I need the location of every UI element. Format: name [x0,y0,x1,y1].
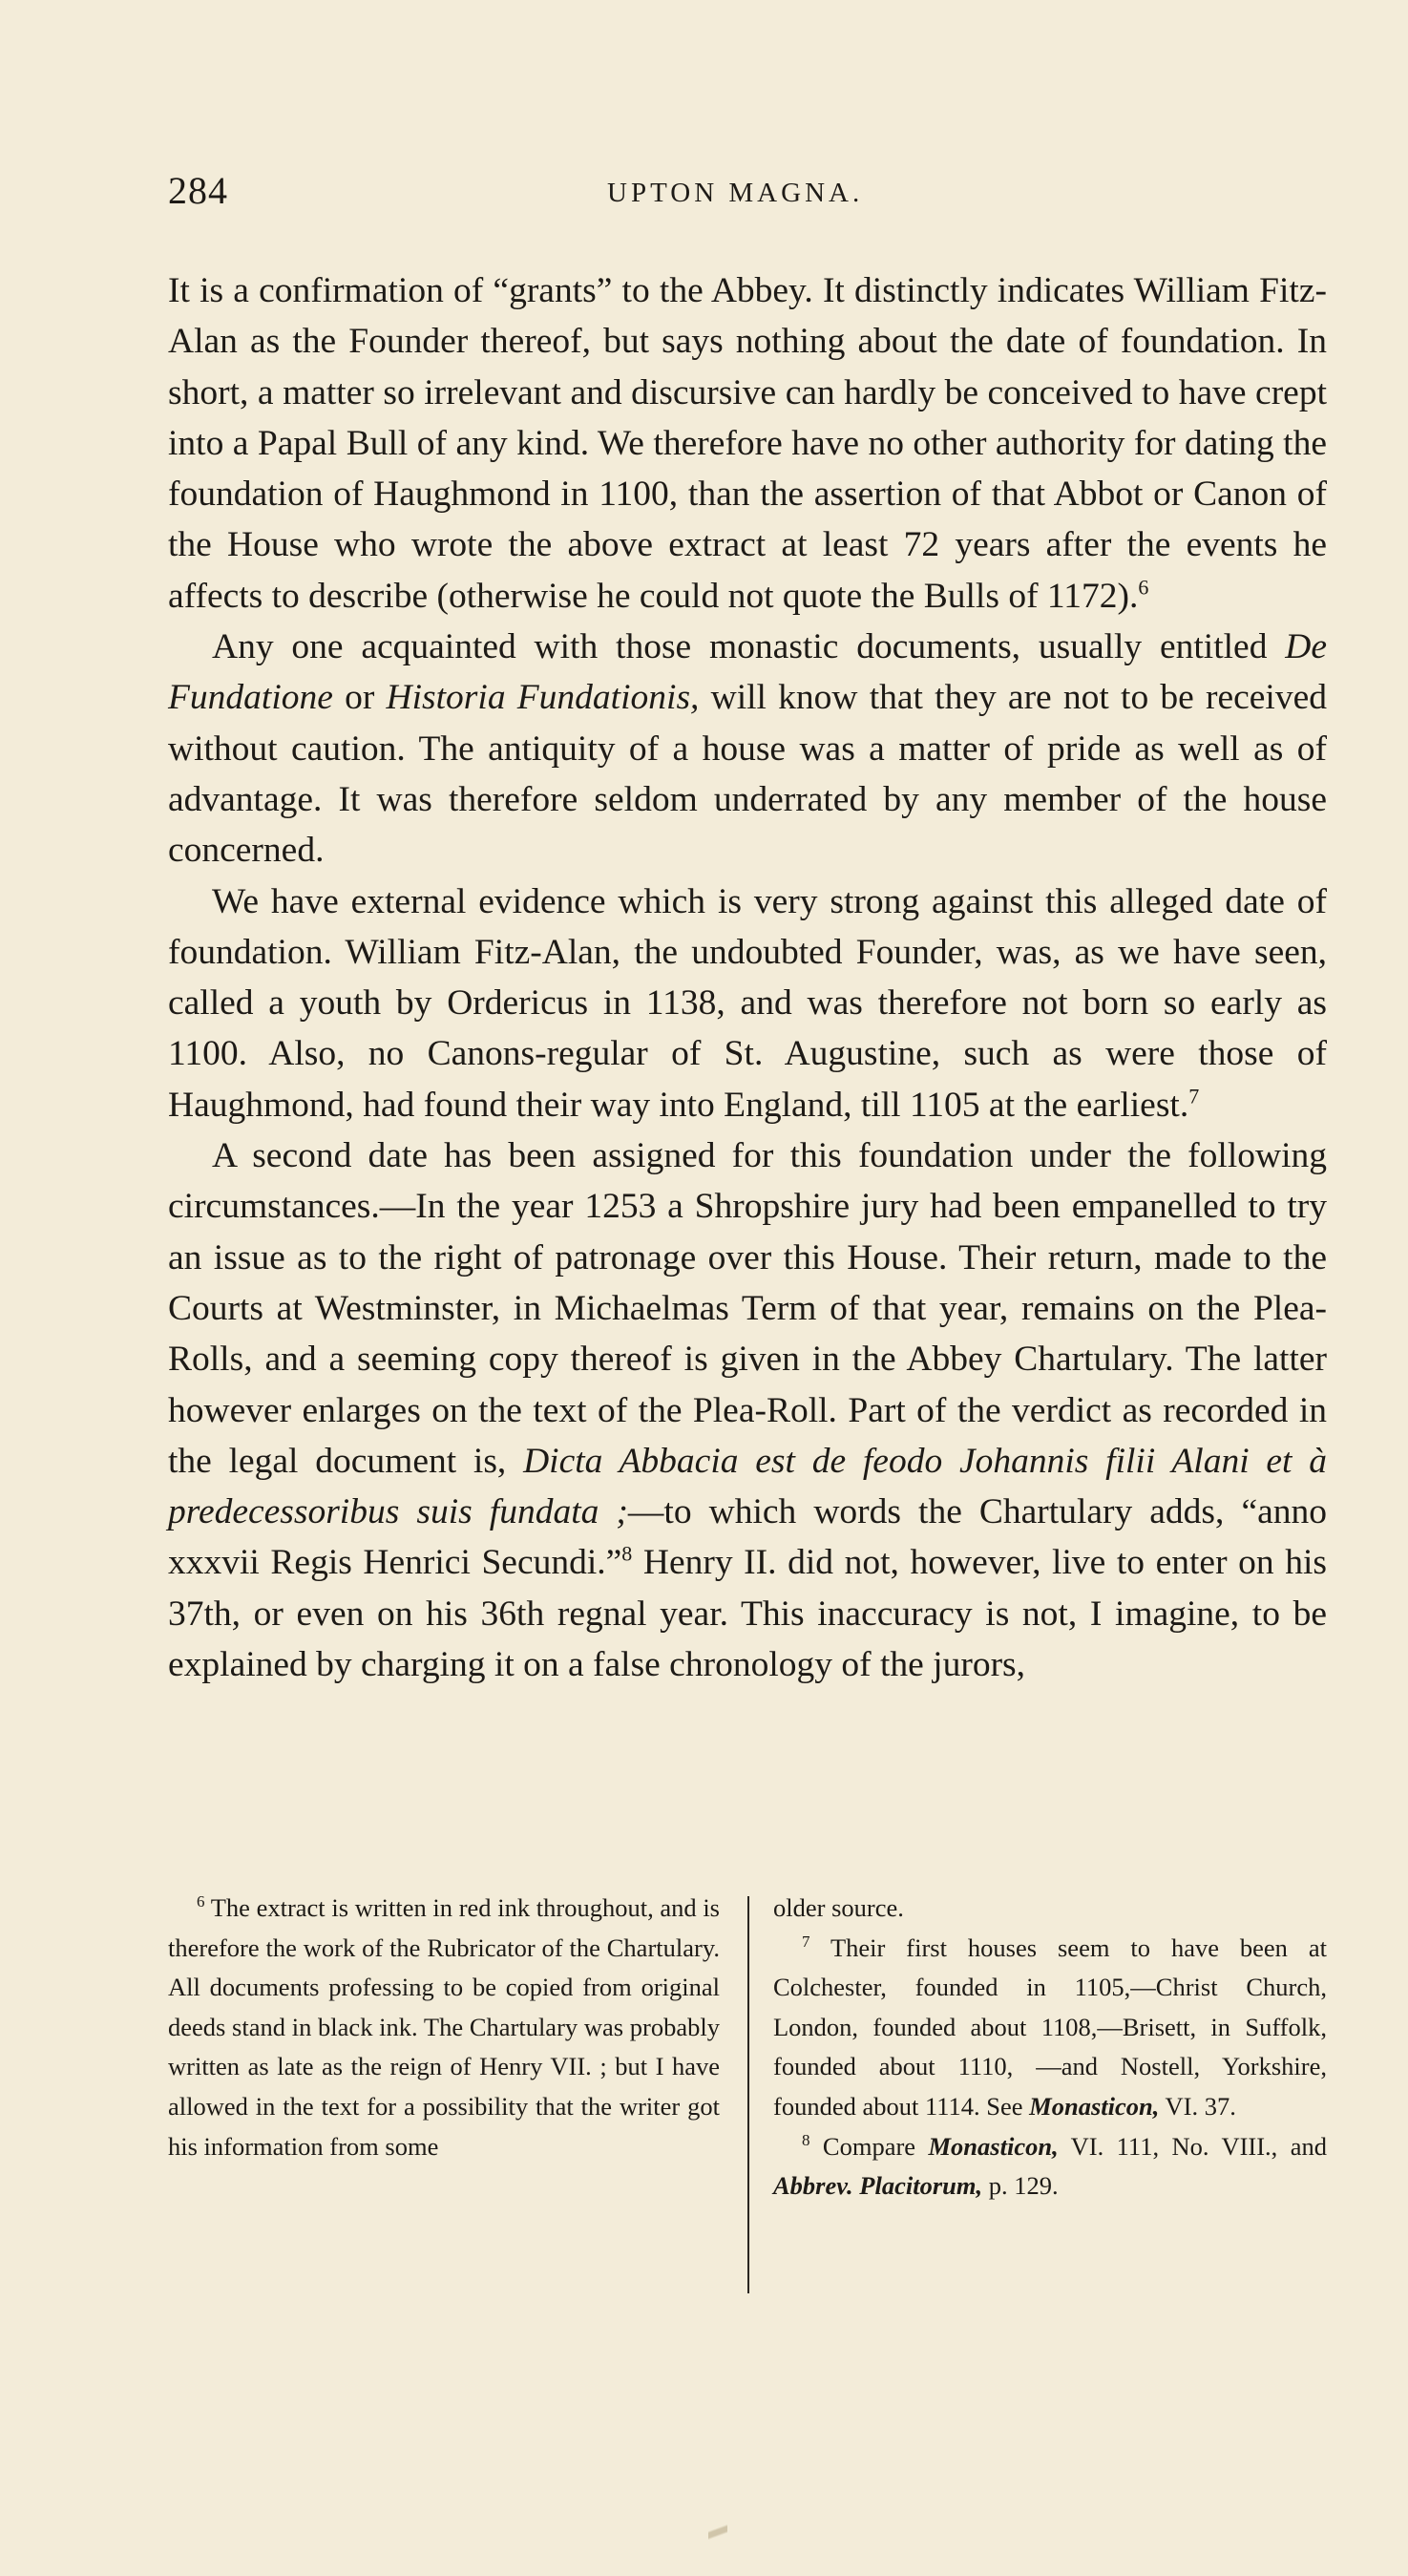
title-de-fundatione: De Fundatione [168,627,1327,718]
paragraph-4-text-a: A second date has been assigned for this foundation under the following circumstances.—In the year 1253 a Shropshire jury had been empanelled to try an issue as to the right of patronage over this House. Their return, made to the Courts at Westminster, in Michaelmas Term of that year, remains on the Plea-Rolls, and a seeming copy thereof is given in the Abbey Chartulary. The latter however enlarges on the text of the Plea-Roll. Part of the verdict as recorded in the legal document is, [168,1136,1327,1481]
latin-quotation: Dicta Abbacia est de feodo Johannis filii Alani et à predecessoribus suis fundata ; [168,1441,1327,1532]
paragraph-4-text-b: —to which words the Chartulary adds, “anno xxxvii Regis Henrici Secundi.” [168,1492,1327,1583]
paragraph-2-text-c: will know that they are not to be received without caution. The antiquity of a house was a matter of pride as well as of advantage. It was therefore seldom underrated by any member of the house concerned. [168,678,1327,871]
footnote-8-text-a: Compare [809,2131,929,2161]
footnote-7-end: VI. 37. [1159,2091,1236,2121]
footnote-7-title: Monasticon, [1029,2091,1160,2121]
footnote-column-right [773,1889,1327,2206]
running-head: UPTON MAGNA. [607,178,864,208]
paragraph-2-text-b: or [332,678,387,718]
paragraph-4 [168,1130,1327,1690]
paragraph-2 [168,622,1327,876]
footnote-column-left [168,1889,720,2166]
footnote-7-text: Their first houses seem to have been at Colchester, founded in 1105,—Christ Church, London, founded about 1108,—Brisett, in Suffolk, founded about 1110, —and Nostell, Yorkshire, founded about 1114. See [773,1932,1327,2121]
footnote-ref-7: 7 [1188,1084,1200,1109]
paragraph-1 [168,265,1327,622]
footnotes [168,1889,1327,2270]
footnote-ref-8: 8 [621,1541,633,1566]
footnote-6-mark: 6 [197,1892,205,1911]
footnote-ref-6: 6 [1138,575,1149,600]
footnote-8-text-b: VI. 111, No. VIII., and [1058,2131,1327,2161]
footnote-column-divider [747,1896,749,2293]
paragraph-3-text: We have external evidence which is very strong against this alleged date of foundation. William Fitz-Alan, the undoubted Founder, was, as we have seen, called a youth by Ordericus in 1138, and was therefore not born so early as 1100. Also, no Canons-regular of St. Augustine, such as were those of Haughmond, had found their way into England, till 1105 at the earliest. [168,881,1327,1125]
footnote-8-text-c: p. 129. [982,2171,1059,2201]
footnote-8-title-2: Abbrev. Placitorum, [773,2171,983,2201]
page-number: 284 [168,169,228,212]
footnote-7-mark: 7 [802,1932,810,1951]
footnote-6 [168,1889,720,2166]
paragraph-2-text-a: Any one acquainted with those monastic documents, usually entitled [212,627,1286,667]
title-historia-fundationis: Historia Fundationis, [386,678,700,718]
footnote-8-title-1: Monasticon, [928,2131,1059,2161]
paper-mark [708,2513,727,2551]
paragraph-1-text: It is a confirmation of “grants” to the Abbey. It distinctly indicates William Fitz-Alan as the Founder thereof, but says nothing about the date of foundation. In short, a matter so irrelevant and discursive can hardly be conceived to have crept into a Papal Bull of any kind. We therefore have no other authority for dating the foundation of Haughmond in 1100, than the assertion of that Abbot or Canon of the House who wrote the above extract at least 72 years after the events he affects to describe (otherwise he could not quote the Bulls of 1172). [168,271,1327,616]
paragraph-4-text-c: Henry II. did not, however, live to enter on his 37th, or even on his 36th regnal year. This inaccuracy is not, I imagine, to be explained by charging it on a false chronology of the jurors, [168,1543,1327,1685]
footnote-8 [773,2127,1327,2206]
page-header [168,168,1304,216]
paragraph-3 [168,876,1327,1130]
footnote-8-mark: 8 [802,2130,810,2149]
footnote-7 [773,1929,1327,2127]
footnote-6-continuation: older source. [773,1893,904,1922]
footnote-6-text: The extract is written in red ink throughout, and is therefore the work of the Rubricator of the Chartulary. All documents professing to be copied from original deeds stand in black ink. The Chartulary was probably written as late as the reign of Henry VII. ; but I have allowed in the text for a possibility that the writer got his information from some [168,1893,720,2161]
main-text [168,265,1327,1690]
